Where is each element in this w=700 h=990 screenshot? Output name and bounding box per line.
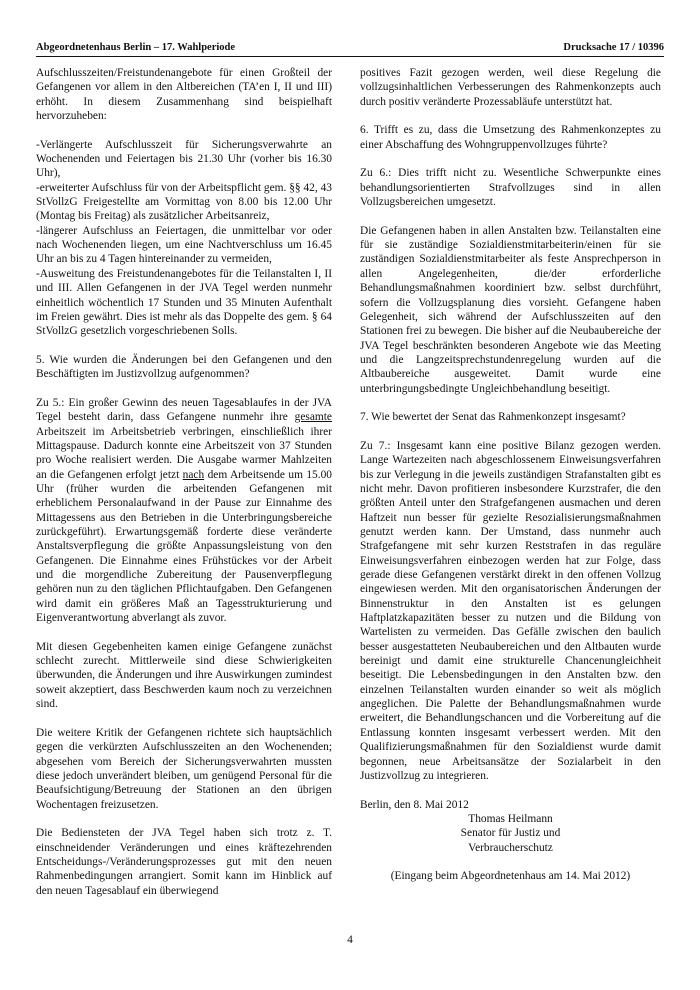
header-rule — [36, 56, 664, 57]
answer-5-underlined-nach: nach — [182, 468, 205, 481]
intro-paragraph: Aufschlusszeiten/Freistundenangebote für einen Großteil der Gefangenen vor allem in den Altbereichen (TA’en I, II und III) erhöht. In diesem Zusammenhang sind beispielhaft hervorzuheben: — [36, 67, 332, 123]
answer-5-part-c: dem Arbeitsende um 15.00 Uhr (früher wurden die arbeitenden Gefangenen mit erheblichem Personalaufwand in der Pause zur Einnahme des Mittagessens aus den Betrieben in die Unterbringungsbereiche zurückgeführt). Erwartungsgemäß forderte diese veränderte Anstaltsverpflegung die größte Anpassungsleistung von den Gefangenen. Die Einnahme eines Frühstückes vor der Arbeit und die morgendliche Zubereitung der Pausenverpflegung gehören nun zu den täglichen Pflichtaufgaben. Den Gefangenen wird damit ein größeres Maß an Tagesstrukturierung und Eigenverantwortung abverlangt als zuvor. — [36, 468, 332, 625]
paragraph-gegebenheiten: Mit diesen Gegebenheiten kamen einige Gefangene zunächst schlecht zurecht. Mittlerweile sind diese Schwierigkeiten überwunden, die Änderungen und ihre Auswirkungen zumindest soweit akzeptiert, dass Beschwerden kaum noch zu verzeichnen sind. — [36, 640, 332, 711]
signer-name: Thomas Heilmann — [468, 812, 553, 825]
header-document-number: Drucksache 17 / 10396 — [563, 42, 664, 53]
signer-title-line-1: Senator für Justiz und — [460, 827, 561, 840]
paragraph-bedienstete: Die Bediensteten der JVA Tegel haben sich trotz z. T. einschneidender Veränderungen und eines kräftezehrenden Entscheidungs-/Veränderungsprozesses gut mit den neuen Rahmenbedingungen arrangiert. Somit kann im Hinblick auf den neuen Tagesablauf ein überwiegend — [36, 827, 332, 897]
continuation-paragraph: positives Fazit gezogen werden, weil diese Regelung die vollzugsinhaltlichen Verbesserungen des Rahmenkonzepts auch durch positiv veränderte Prozessabläufe unterstützt hat. — [360, 67, 661, 108]
paragraph-gefangene: Die Gefangenen haben in allen Anstalten bzw. Teilanstalten eine für sie zuständige Sozialdienstmitarbeiterin/einen für sie zuständigen Sozialdienstmitarbeiter als feste Ansprechperson in allen Angelegenheiten, die/der erforderliche Behandlungsmaßnahmen koordiniert bzw. selbst durchführt, sofern die Vollzugsplanung dies vorsieht. Gefangene haben Gelegenheit, sich während der Aufschlusszeiten auf den Stationen frei zu bewegen. Die bisher auf die Neubaubereiche der JVA Tegel beschränkten besonderen Angebote wie das Meeting und die Langzeitsprechstundenregelung wurden auf die Altbaubereiche ausgeweitet. Damit wurde eine unterbringungsbedingte Ungleichbehandlung beseitigt. — [360, 224, 661, 395]
answer-5-part-b: Arbeitszeit im Arbeitsbetrieb verbringen, einschließlich ihrer Mittagspause. Dadurch konnte eine Arbeitszeit von 37 Stunden pro Woche realisiert werden. Die Ausgabe warmer Mahlzeiten an die Gefangenen erfolgt jetzt — [36, 425, 332, 481]
answer-7: Zu 7.: Insgesamt kann eine positive Bilanz gezogen werden. Lange Wartezeiten nach abgeschlossenem Einweisungsverfahren bis zur Verlegung in die jeweils zuständigen Strafanstalten gibt es nicht mehr. Davon profitieren insbesondere Kurzstrafer, die den größten Anteil unter den Strafgefangenen ausmachen und deren Haftzeit nun besser für gezielte Resozialisierungsmaßnahmen genutzt werden kann. Der Umstand, dass nunmehr auch Strafgefangene mit sehr kurzen Reststrafen in das reguläre Einweisungsverfahren einbezogen werden hat zur Folge, dass gerade diese Gefangenen verstärkt direkt in den offenen Vollzug eingewiesen werden. Mit den organisatorischen Änderungen der Binnenstruktur in den Anstalten ist es gelungen Haftplatzkapazitäten besser zu nutzen und die Bildung von Wartelisten zu vermeiden. Das Gefälle zwischen den baulich besser ausgestatteten Neubaubereichen und den Altbauten wurde bereinigt und damit eine strukturelle Chancenungleichheit beseitigt. Die Lebensbedingungen in den Anstalten bzw. den einzelnen Teilanstalten wurden einander so weit als möglich angeglichen. Die Palette der Behandlungsmaßnahmen wurde erweitert, die Behandlungschancen und die Vorbereitung auf die Entlassung konnten insgesamt verbessert werden. Mit den Qualifizierungsmaßnahmen für den Sozialdienst wurde damit begonnen, neue Arbeitsansätze der Sozialarbeit in den Justizvollzug zu integrieren. — [360, 439, 661, 782]
answer-6: Zu 6.: Dies trifft nicht zu. Wesentliche Schwerpunkte eines behandlungsorientierten Strafvollzuges sind in allen Vollzugsbereichen umgesetzt. — [360, 167, 661, 209]
question-6: 6. Trifft es zu, dass die Umsetzung des Rahmenkonzeptes zu einer Abschaffung des Wohngruppenvollzuges führte? — [360, 124, 661, 151]
page-header — [36, 42, 664, 53]
answer-5-underlined-gesamte: gesamte — [294, 411, 332, 424]
answer-5 — [36, 396, 332, 626]
header-parliament: Abgeordnetenhaus Berlin – 17. Wahlperiode — [36, 42, 236, 53]
date-line: Berlin, den 8. Mai 2012 — [360, 798, 469, 811]
bullet-item: -Ausweitung des Freistundenangebotes für die Teilanstalten I, II und III. Allen Gefangenen in der JVA Tegel werden nunmehr einheitlich wöchentlich 17 Stunden und 35 Minuten Aufenthalt im Freien gewährt. Dies ist mehr als das Doppelte des gem. § 64 StVollzG gesetzlich vorgeschriebenen Solls. — [36, 267, 332, 338]
paragraph-kritik: Die weitere Kritik der Gefangenen richtete sich hauptsächlich gegen die verkürzten Aufschlusszeiten an den Wochenenden; abgesehen vom Bereich der Sicherungsverwahrten mussten diese jedoch unverändert bleiben, um genügend Personal für die Beaufsichtigung/Betreuung der Stationen an den übrigen Wochentagen freizusetzen. — [36, 726, 332, 811]
question-5: 5. Wie wurden die Änderungen bei den Gefangenen und den Beschäftigten im Justizvollzug aufgenommen? — [36, 353, 332, 381]
left-column — [36, 66, 332, 898]
receipt-note: (Eingang beim Abgeordnetenhaus am 14. Mai 2012) — [390, 870, 631, 883]
answer-5-part-a: Zu 5.: Ein großer Gewinn des neuen Tagesablaufes in der JVA Tegel besteht darin, dass Gefangene nunmehr ihre — [36, 396, 332, 424]
right-column — [360, 66, 661, 884]
question-7: 7. Wie bewertet der Senat das Rahmenkonzept insgesamt? — [360, 411, 626, 424]
bullet-item: -längerer Aufschluss an Feiertagen, die unmittelbar vor oder nach Wochenenden liegen, um eine Nachtverschluss um 16.45 Uhr an bis zu 4 Tagen hintereinander zu vermeiden, — [36, 224, 332, 266]
bullet-item: -erweiterter Aufschluss für von der Arbeitspflicht gem. §§ 42, 43 StVollzG Freigestellte am Vormittag von 8.00 bis 12.00 Uhr (Montag bis Freitag) als zusätzlicher Arbeitsanreiz, — [36, 181, 332, 223]
page-number: 4 — [347, 934, 353, 946]
bullet-item: -Verlängerte Aufschlusszeit für Sicherungsverwahrte an Wochenenden und Feiertagen bis 21.30 Uhr (vorher bis 16.30 Uhr), — [36, 138, 332, 180]
signer-title-line-2: Verbraucherschutz — [468, 841, 553, 854]
